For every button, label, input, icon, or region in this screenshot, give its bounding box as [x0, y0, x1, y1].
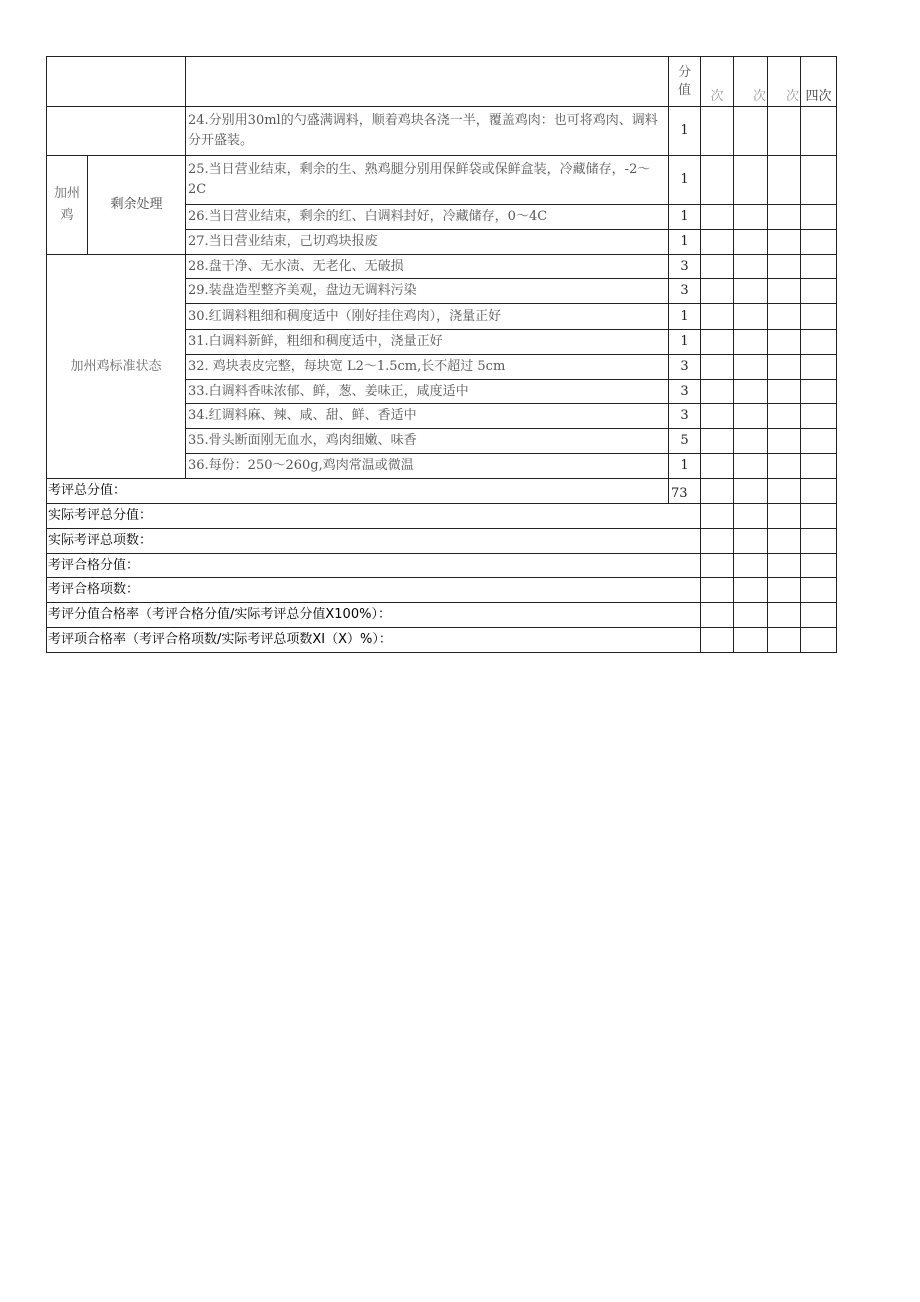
- round-cell[interactable]: [701, 205, 734, 230]
- summary-row-actual-total: [47, 504, 837, 529]
- summary-row-actual-items: [47, 529, 837, 554]
- header-score-line2: 值: [677, 82, 691, 98]
- blank-category-cell: [47, 107, 186, 156]
- round-cell[interactable]: [701, 279, 734, 304]
- item-text: 25.当日营业结束，剩余的生、熟鸡腿分别用保鲜袋或保鲜盒装，冷藏储存，-2～2C: [186, 156, 669, 205]
- round-cell[interactable]: [768, 578, 801, 603]
- item-text: 26.当日营业结束，剩余的红、白调料封好，冷藏储存，0～4C: [186, 205, 669, 230]
- round-cell[interactable]: [768, 479, 801, 504]
- item-rate-label: 考评项合格率（考评合格项数/实际考评总项数XI（X）%）：: [47, 628, 701, 653]
- round-cell[interactable]: [801, 404, 837, 429]
- round-cell[interactable]: [701, 404, 734, 429]
- item-text: 32. 鸡块表皮完整，每块宽 L2～1.5cm,长不超过 5cm: [186, 355, 669, 380]
- item-text: 33.白调料香味浓郁、鲜，葱、姜味正，咸度适中: [186, 380, 669, 404]
- round-cell[interactable]: [801, 355, 837, 380]
- round-cell[interactable]: [768, 380, 801, 404]
- item-score: 5: [669, 429, 701, 454]
- round-cell[interactable]: [734, 205, 768, 230]
- summary-row-pass-score: [47, 554, 837, 578]
- round-cell[interactable]: [734, 404, 768, 429]
- round-cell[interactable]: [701, 156, 734, 205]
- round-cell[interactable]: [801, 603, 837, 628]
- round-cell[interactable]: [701, 429, 734, 454]
- header-blank-item: [186, 57, 669, 107]
- round-cell[interactable]: [801, 205, 837, 230]
- round-cell[interactable]: [768, 603, 801, 628]
- leftover-category-line1: 加州: [53, 186, 80, 201]
- round-cell[interactable]: [768, 230, 801, 255]
- round-cell[interactable]: [701, 380, 734, 404]
- header-round-3: 次: [768, 57, 801, 107]
- round-cell[interactable]: [701, 304, 734, 330]
- round-cell[interactable]: [801, 304, 837, 330]
- round-cell[interactable]: [768, 429, 801, 454]
- header-score-line1: 分: [677, 64, 691, 80]
- round-cell[interactable]: [801, 230, 837, 255]
- round-cell[interactable]: [701, 603, 734, 628]
- round-cell[interactable]: [801, 156, 837, 205]
- round-cell[interactable]: [701, 330, 734, 355]
- header-round-4: 四次: [801, 57, 837, 107]
- round-cell[interactable]: [801, 107, 837, 156]
- round-cell[interactable]: [734, 504, 768, 529]
- round-cell[interactable]: [768, 255, 801, 279]
- round-cell[interactable]: [768, 355, 801, 380]
- round-cell[interactable]: [801, 504, 837, 529]
- round-cell[interactable]: [768, 304, 801, 330]
- table-row: [47, 255, 837, 279]
- round-cell[interactable]: [801, 330, 837, 355]
- round-cell[interactable]: [801, 279, 837, 304]
- actual-total-score-label: 实际考评总分值：: [47, 504, 701, 529]
- round-cell[interactable]: [801, 628, 837, 653]
- item-score: 1: [669, 107, 701, 156]
- round-cell[interactable]: [801, 529, 837, 554]
- round-cell[interactable]: [734, 304, 768, 330]
- summary-row-score-rate: [47, 603, 837, 628]
- item-text: 31.白调料新鲜，粗细和稠度适中，浇量正好: [186, 330, 669, 355]
- round-cell[interactable]: [701, 454, 734, 479]
- round-cell[interactable]: [734, 628, 768, 653]
- evaluation-table: [46, 56, 837, 653]
- round-cell[interactable]: [734, 578, 768, 603]
- item-score: 1: [669, 230, 701, 255]
- header-round-1: 次: [701, 57, 734, 107]
- item-score: 1: [669, 304, 701, 330]
- round-cell[interactable]: [701, 529, 734, 554]
- item-score: 1: [669, 205, 701, 230]
- round-cell[interactable]: [701, 230, 734, 255]
- round-cell[interactable]: [701, 355, 734, 380]
- item-text: 29.装盘造型整齐美观，盘边无调料污染: [186, 279, 669, 304]
- item-text: 27.当日营业结束，己切鸡块报废: [186, 230, 669, 255]
- item-score: 3: [669, 279, 701, 304]
- item-score: 3: [669, 355, 701, 380]
- summary-row-item-rate: [47, 628, 837, 653]
- header-row: [47, 57, 837, 107]
- item-text: 36.每份：250～260g,鸡肉常温或微温: [186, 454, 669, 479]
- round-cell[interactable]: [701, 479, 734, 504]
- round-cell[interactable]: [801, 554, 837, 578]
- header-round-2: 次: [734, 57, 768, 107]
- item-score: 1: [669, 156, 701, 205]
- header-score: [669, 57, 701, 107]
- item-text: 35.骨头断面刚无血水，鸡肉细嫩、味香: [186, 429, 669, 454]
- round-cell[interactable]: [734, 330, 768, 355]
- score-rate-label: 考评分值合格率（考评合格分值/实际考评总分值X100%）：: [47, 603, 701, 628]
- round-cell[interactable]: [768, 454, 801, 479]
- round-cell[interactable]: [768, 628, 801, 653]
- header-blank-category: [47, 57, 186, 107]
- round-cell[interactable]: [701, 504, 734, 529]
- round-cell[interactable]: [734, 255, 768, 279]
- round-cell[interactable]: [768, 205, 801, 230]
- round-cell[interactable]: [734, 279, 768, 304]
- item-score: 3: [669, 404, 701, 429]
- item-text: 28.盘干净、无水渍、无老化、无破损: [186, 255, 669, 279]
- table-row: [47, 156, 837, 205]
- round-cell[interactable]: [801, 479, 837, 504]
- item-score: 3: [669, 380, 701, 404]
- leftover-subcategory: 剩余处理: [88, 156, 186, 255]
- total-score-label: 考评总分值：: [47, 479, 669, 504]
- pass-items-label: 考评合格项数：: [47, 578, 701, 603]
- summary-row-pass-items: [47, 578, 837, 603]
- round-cell[interactable]: [801, 380, 837, 404]
- round-cell[interactable]: [734, 429, 768, 454]
- round-cell[interactable]: [734, 454, 768, 479]
- round-cell[interactable]: [801, 578, 837, 603]
- round-cell[interactable]: [734, 554, 768, 578]
- total-score-value: 73: [669, 479, 701, 504]
- round-cell[interactable]: [768, 107, 801, 156]
- round-cell[interactable]: [768, 504, 801, 529]
- summary-row-total: [47, 479, 837, 504]
- round-cell[interactable]: [801, 255, 837, 279]
- round-cell[interactable]: [734, 355, 768, 380]
- round-cell[interactable]: [734, 156, 768, 205]
- item-text: 30.红调料粗细和稠度适中（刚好挂住鸡肉），浇量正好: [186, 304, 669, 330]
- round-cell[interactable]: [768, 330, 801, 355]
- leftover-category: [47, 156, 88, 255]
- round-cell[interactable]: [734, 529, 768, 554]
- table-row: [47, 107, 837, 156]
- round-cell[interactable]: [701, 578, 734, 603]
- round-cell[interactable]: [734, 107, 768, 156]
- round-cell[interactable]: [768, 554, 801, 578]
- item-text: 34.红调料麻、辣、咸、甜、鲜、香适中: [186, 404, 669, 429]
- round-cell[interactable]: [768, 404, 801, 429]
- item-text: 24.分别用30ml的勺盛满调料，顺着鸡块各浇一半，覆盖鸡肉：也可将鸡肉、调料分开盛装。: [186, 107, 669, 156]
- round-cell[interactable]: [801, 429, 837, 454]
- round-cell[interactable]: [734, 479, 768, 504]
- round-cell[interactable]: [701, 107, 734, 156]
- round-cell[interactable]: [701, 255, 734, 279]
- round-cell[interactable]: [734, 603, 768, 628]
- item-score: 3: [669, 255, 701, 279]
- round-cell[interactable]: [768, 529, 801, 554]
- leftover-category-line2: 鸡: [60, 208, 74, 223]
- round-cell[interactable]: [701, 628, 734, 653]
- item-score: 1: [669, 330, 701, 355]
- round-cell[interactable]: [768, 279, 801, 304]
- actual-items-label: 实际考评总项数：: [47, 529, 701, 554]
- round-cell[interactable]: [801, 454, 837, 479]
- standard-category: 加州鸡标准状态: [47, 255, 186, 479]
- round-cell[interactable]: [734, 230, 768, 255]
- pass-score-label: 考评合格分值：: [47, 554, 701, 578]
- round-cell[interactable]: [734, 380, 768, 404]
- round-cell[interactable]: [768, 156, 801, 205]
- item-score: 1: [669, 454, 701, 479]
- round-cell[interactable]: [701, 554, 734, 578]
